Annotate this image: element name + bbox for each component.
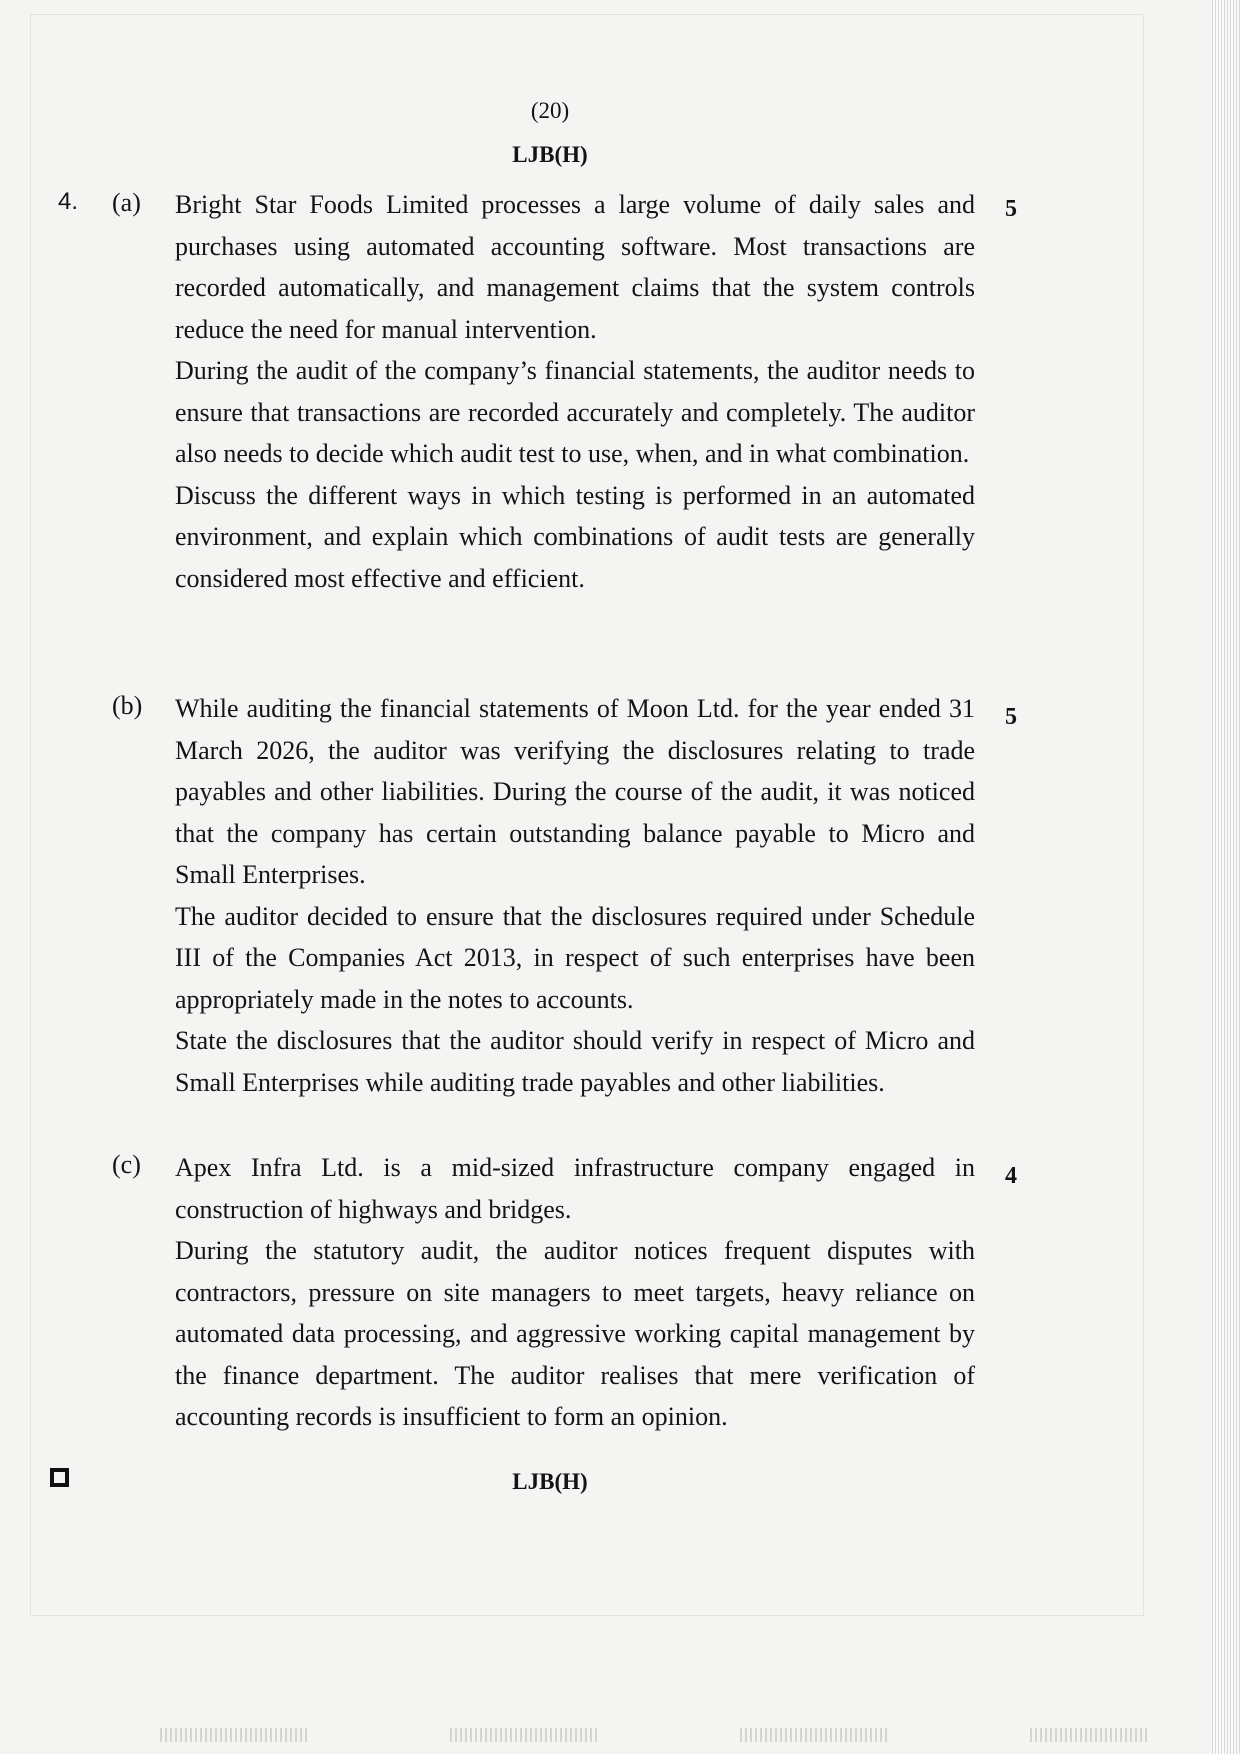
scan-artifact (1030, 1728, 1150, 1742)
part-a-paragraph: Discuss the different ways in which testing is performed in an automated environment, and explain which combinations of audit tests are generally considered most effective and efficient. (175, 480, 975, 593)
part-b-paragraph: State the disclosures that the auditor should verify in respect of Micro and Small Enterprises while auditing trade payables and other liabilities. (175, 1026, 975, 1097)
page-edge-stack (1212, 0, 1240, 1754)
part-c-paragraph: Apex Infra Ltd. is a mid-sized infrastructure company engaged in construction of highways and bridges. (175, 1153, 975, 1224)
page-number: (20) (530, 98, 570, 123)
paper-code-footer: LJB(H) (512, 1469, 588, 1494)
part-c-marks: 4 (1005, 1163, 1017, 1189)
part-b-paragraph: The auditor decided to ensure that the disclosures required under Schedule III of the Companies Act 2013, in respect of such enterprises have been appropriately made in the notes to accounts. (175, 901, 975, 1014)
part-b-paragraph: While auditing the financial statements of Moon Ltd. for the year ended 31 March 2026, the auditor was verifying the disclosures relating to trade payables and other liabilities. During the course of the audit, it was noticed that the company has certain outstanding balance payable to Micro and Small Enterprises. (175, 694, 975, 889)
paper-code-header: LJB(H) (512, 142, 588, 167)
part-a-paragraph: During the audit of the company’s financial statements, the auditor needs to ensure that transactions are recorded accurately and completely. The auditor also needs to decide which audit test to use, when, and in what combination. (175, 356, 975, 468)
part-a-marks: 5 (1005, 196, 1017, 222)
part-b-marks: 5 (1005, 704, 1017, 730)
part-b-label: (b) (112, 691, 143, 720)
part-c-text (175, 1147, 975, 1438)
question-number: 4. (58, 188, 79, 215)
scan-artifact (160, 1728, 310, 1742)
scan-artifact (740, 1728, 890, 1742)
part-a-text (175, 184, 975, 599)
part-c-label: (c) (112, 1150, 141, 1179)
part-a-label: (a) (112, 188, 141, 217)
scan-artifact (450, 1728, 600, 1742)
part-a-paragraph: Bright Star Foods Limited processes a large volume of daily sales and purchases using automated accounting software. Most transactions are recorded automatically, and management claims that the system controls reduce the need for manual intervention. (175, 190, 975, 344)
part-c-paragraph: During the statutory audit, the auditor notices frequent disputes with contractors, pressure on site managers to meet targets, heavy reliance on automated data processing, and aggressive working capital management by the finance department. The auditor realises that mere verification of accounting records is insufficient to form an opinion. (175, 1236, 975, 1431)
part-b-text (175, 688, 975, 1103)
